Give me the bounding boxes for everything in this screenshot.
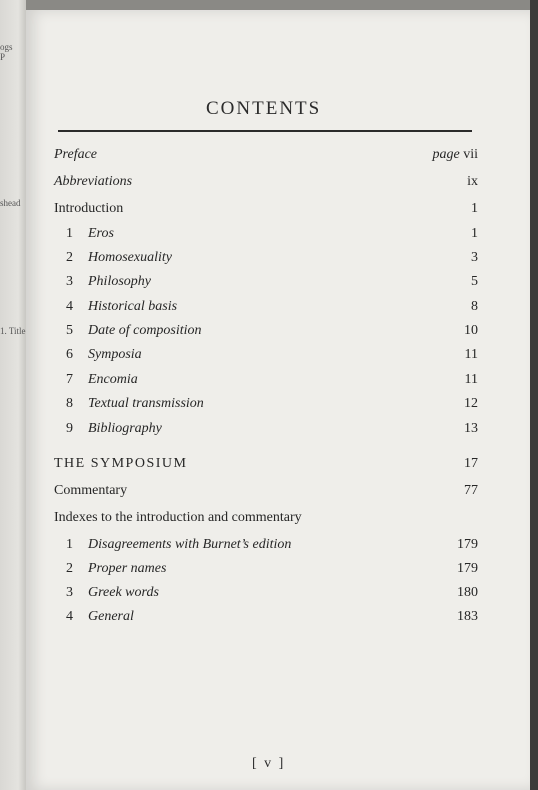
- toc-entry-label: Indexes to the introduction and commentary: [54, 510, 302, 525]
- toc-entry-label: Preface: [54, 147, 98, 162]
- toc-entry-page: 11: [464, 372, 478, 387]
- margin-fragment: ogs: [0, 42, 13, 52]
- toc-entry-page: 17: [464, 456, 478, 471]
- toc-entry-page: 8: [471, 299, 478, 314]
- toc-subentry-label: Bibliography: [88, 421, 162, 436]
- contents-page: [26, 10, 530, 790]
- toc-subentry-number: 3: [66, 585, 73, 600]
- toc-subentry-number: 7: [66, 372, 73, 387]
- page-prefix: page: [432, 147, 464, 162]
- toc-subentry-label: Philosophy: [88, 274, 151, 289]
- page-folio: [ v ]: [252, 756, 286, 771]
- toc-subentry-label: Eros: [88, 226, 114, 241]
- page-title: CONTENTS: [206, 98, 322, 119]
- toc-subentry-label: Historical basis: [88, 299, 178, 314]
- toc-subentry-number: 3: [66, 274, 73, 289]
- toc-subentry-number: 1: [66, 537, 73, 552]
- toc-entry-page: 3: [471, 250, 478, 265]
- toc-entry-label: Introduction: [54, 201, 124, 216]
- background-strip: [26, 0, 538, 10]
- toc-entry-page: 179: [457, 537, 478, 552]
- toc-entry-page: 12: [464, 396, 478, 411]
- toc-subentry-label: Proper names: [88, 561, 167, 576]
- toc-subentry-label: Encomia: [88, 372, 138, 387]
- toc-subentry-number: 9: [66, 421, 73, 436]
- toc-subentry-label: Textual transmission: [88, 396, 204, 411]
- toc-subentry-number: 2: [66, 561, 73, 576]
- toc-subentry-label: Greek words: [88, 585, 159, 600]
- toc-entry-page: [433, 147, 479, 163]
- toc-entry-page: 1: [471, 201, 478, 216]
- toc-entry-page: 183: [457, 609, 478, 624]
- previous-page-edge: [0, 0, 26, 790]
- toc-entry-page: ix: [467, 174, 478, 189]
- title-rule: [58, 130, 472, 132]
- toc-entry-page: 10: [464, 323, 478, 338]
- toc-subentry-number: 2: [66, 250, 73, 265]
- toc-entry-label: Commentary: [54, 483, 128, 498]
- page-number: vii: [463, 147, 478, 162]
- toc-entry-page: 13: [464, 421, 478, 436]
- margin-fragment: shead: [0, 198, 21, 208]
- toc-subentry-number: 4: [66, 299, 73, 314]
- toc-subentry-number: 5: [66, 323, 73, 338]
- toc-subentry-label: Homosexuality: [88, 250, 172, 265]
- toc-subentry-number: 1: [66, 226, 73, 241]
- toc-entry-page: 5: [471, 274, 478, 289]
- toc-entry-page: 180: [457, 585, 478, 600]
- toc-subentry-number: 4: [66, 609, 73, 624]
- toc-subentry-label: Disagreements with Burnet’s edition: [88, 537, 292, 552]
- toc-subentry-label: Symposia: [88, 347, 142, 362]
- margin-fragment: P: [0, 52, 6, 62]
- toc-subentry-number: 6: [66, 347, 73, 362]
- toc-entry-label: THE SYMPOSIUM: [54, 456, 188, 471]
- toc-entry-page: 77: [464, 483, 478, 498]
- toc-entry-label: Abbreviations: [54, 174, 133, 189]
- toc-entry-page: 1: [471, 226, 478, 241]
- toc-subentry-number: 8: [66, 396, 73, 411]
- margin-fragment: 1. Title: [0, 326, 26, 336]
- toc-subentry-label: General: [88, 609, 134, 624]
- toc-subentry-label: Date of composition: [88, 323, 202, 338]
- toc-entry-page: 179: [457, 561, 478, 576]
- toc-entry-page: 11: [464, 347, 478, 362]
- book-edge: [530, 0, 538, 790]
